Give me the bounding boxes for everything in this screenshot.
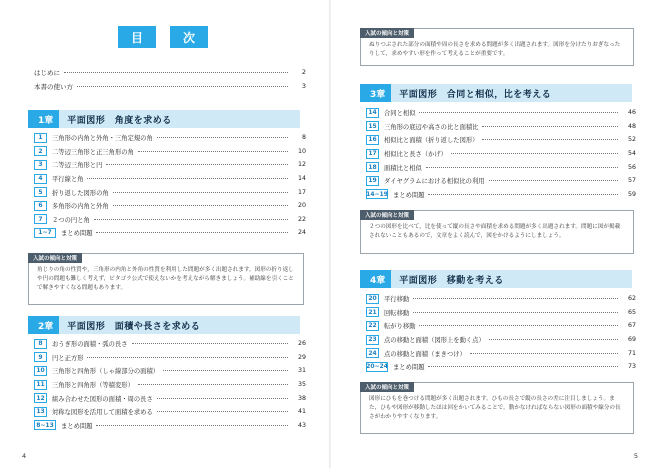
chapter-tag: 4章 <box>364 270 391 288</box>
toc-item[interactable] <box>366 174 636 188</box>
item-page: 57 <box>627 177 636 185</box>
leader-dots <box>163 370 288 371</box>
item-label: 二等辺三角形と円 <box>52 162 103 170</box>
item-page: 59 <box>627 190 636 198</box>
trend-text: ２つの図形を比べて，比を使って縦の長さや面積を求める問題が多く出題されます。問題に図が掲載されないこともあるので，文章をよく読んで，図をかけるようにしましょう。 <box>369 224 621 239</box>
toc-entry-how-to-use[interactable] <box>34 80 306 92</box>
leader-dots <box>132 343 288 344</box>
item-number: 24 <box>366 348 379 358</box>
toc-entry-intro[interactable] <box>34 66 306 78</box>
leader-dots <box>470 353 618 354</box>
item-page: 29 <box>297 353 306 361</box>
leader-dots <box>87 357 288 358</box>
item-page: 52 <box>627 136 636 144</box>
item-number: 19 <box>366 176 379 186</box>
item-number: 16 <box>366 135 379 145</box>
item-label: 平行線と角 <box>52 176 84 184</box>
leader-dots <box>138 151 288 152</box>
toc-item[interactable] <box>34 337 306 351</box>
item-page: 69 <box>627 336 636 344</box>
item-label: まとめ問題 <box>393 364 425 372</box>
item-number: 17 <box>366 149 379 159</box>
item-number: 23 <box>366 335 379 345</box>
item-page: 24 <box>297 229 306 237</box>
trend-label: 入試の傾向と対策 <box>360 28 414 38</box>
leader-dots <box>96 232 288 233</box>
item-page: 71 <box>627 349 636 357</box>
item-label: 三角形の底辺や高さの比と面積比 <box>384 123 479 131</box>
toc-item[interactable] <box>34 199 306 213</box>
chapter-4-header[interactable] <box>360 270 632 288</box>
item-label: まとめ問題 <box>61 230 93 238</box>
leader-dots <box>157 137 288 138</box>
leader-dots <box>428 366 618 367</box>
chapter-3-items <box>366 106 636 201</box>
item-label: 点の移動と面積（図形上を動く点） <box>384 337 485 345</box>
item-page: 48 <box>627 122 636 130</box>
item-page: 62 <box>627 295 636 303</box>
leader-dots <box>426 167 618 168</box>
chapter-1-header[interactable] <box>28 110 300 128</box>
item-label: 対称な図形を活用して面積を求める <box>52 409 153 417</box>
toc-entry-page: 2 <box>301 68 306 76</box>
item-page: 31 <box>297 367 306 375</box>
page-number-left: 4 <box>22 452 27 460</box>
toc-item[interactable] <box>366 319 636 333</box>
item-label: 三角形の内角と外角・三角定規の角 <box>52 135 153 143</box>
item-label: 三角形と四角形（等積変形） <box>52 382 134 390</box>
toc-item[interactable] <box>34 158 306 172</box>
item-page: 8 <box>301 134 306 142</box>
item-label: 点の移動と面積（まきつけ） <box>384 350 466 358</box>
toc-entry-label: 本書の使い方 <box>34 82 73 91</box>
toc-item[interactable] <box>366 360 636 374</box>
item-page: 20 <box>297 202 306 210</box>
item-page: 67 <box>627 322 636 330</box>
item-number: 13 <box>34 407 47 417</box>
trend-label: 入試の傾向と対策 <box>360 210 414 220</box>
item-page: 12 <box>297 161 306 169</box>
leader-dots <box>413 298 618 299</box>
toc-item[interactable] <box>366 160 636 174</box>
item-page: 43 <box>297 421 306 429</box>
toc-entry-label: はじめに <box>34 68 60 77</box>
leader-dots <box>87 178 288 179</box>
chapter-tag: 1章 <box>32 110 59 128</box>
toc-item[interactable] <box>34 405 306 419</box>
item-label: まとめ問題 <box>61 422 93 430</box>
item-number: 12 <box>34 393 47 403</box>
toc-entry-page: 3 <box>301 82 306 90</box>
leader-dots <box>489 180 618 181</box>
item-number: 8~13 <box>34 420 56 430</box>
leader-dots <box>482 126 618 127</box>
item-number: 21 <box>366 307 379 317</box>
toc-item[interactable] <box>34 351 306 365</box>
item-page: 35 <box>297 381 306 389</box>
item-number: 15 <box>366 121 379 131</box>
item-number: 14~19 <box>366 190 388 198</box>
chapter-1-trend-box <box>28 253 304 305</box>
item-label: ２つの円と角 <box>52 216 90 224</box>
item-label: 相似比と面積（折り返した図形） <box>384 137 479 145</box>
leader-dots <box>113 205 288 206</box>
item-label: 転がり移動 <box>384 323 416 331</box>
toc-item[interactable] <box>34 185 306 199</box>
toc-item[interactable] <box>34 419 306 433</box>
item-page: 10 <box>297 147 306 155</box>
item-page: 22 <box>297 215 306 223</box>
chapter-title: 平面図形 移動を考える <box>399 275 504 286</box>
chapter-tag: 3章 <box>364 84 391 102</box>
item-page: 38 <box>297 394 306 402</box>
item-label: おうぎ形の面積・弧の長さ <box>52 341 128 349</box>
item-number: 2 <box>34 146 47 156</box>
item-page: 46 <box>627 109 636 117</box>
item-number: 1~7 <box>34 228 56 238</box>
toc-item[interactable] <box>34 378 306 392</box>
item-number: 9 <box>34 352 47 362</box>
leader-dots <box>77 86 288 87</box>
toc-item[interactable] <box>34 391 306 405</box>
item-label: 三角形と四角形（しゃ線部分の面積） <box>52 368 160 376</box>
item-label: 組み合わせた図形の面積・周の長さ <box>52 395 153 403</box>
leader-dots <box>157 398 288 399</box>
item-label: まとめ問題 <box>393 191 425 199</box>
chapter-title: 平面図形 角度を求める <box>67 115 172 126</box>
toc-item[interactable] <box>366 306 636 320</box>
item-label: 平行移動 <box>384 296 410 304</box>
item-page: 65 <box>627 308 636 316</box>
toc-item[interactable] <box>366 133 636 147</box>
item-page: 14 <box>297 175 306 183</box>
toc-item[interactable] <box>34 145 306 159</box>
chapter-2-items <box>34 337 306 432</box>
item-number: 20~24 <box>366 363 388 371</box>
trend-text: 角じりの角の性質や，三角形の内角と外角の性質を利用した問題が多く出題されます。図形の折り返しや円の問題も難しく考えず，ピタゴラ公式で使えないかを考えながら解きましょう。補助線を引くことで解きやすくなる問題もあります。 <box>37 267 294 291</box>
leader-dots <box>428 194 618 195</box>
item-number: 11 <box>34 380 47 390</box>
chapter-3-header[interactable] <box>360 84 632 102</box>
item-label: 面積比と相似 <box>384 164 422 172</box>
item-label: ダイヤグラムにおける相似比の利用 <box>384 178 485 186</box>
toc-item[interactable] <box>366 120 636 134</box>
item-number: 6 <box>34 201 47 211</box>
item-page: 54 <box>627 150 636 158</box>
item-label: 多角形の内角と外角 <box>52 203 109 211</box>
item-label: 二等辺三角形と正三角形の角 <box>52 148 134 156</box>
item-label: 合同と相似 <box>384 110 416 118</box>
chapter-2-trend-box <box>360 28 634 66</box>
item-number: 5 <box>34 187 47 197</box>
item-number: 10 <box>34 366 47 376</box>
item-number: 1 <box>34 133 47 143</box>
toc-item[interactable] <box>366 106 636 120</box>
item-number: 7 <box>34 214 47 224</box>
item-number: 22 <box>366 321 379 331</box>
toc-heading-char-2: 次 <box>170 26 208 48</box>
chapter-3-trend-box <box>360 210 634 254</box>
toc-item[interactable] <box>366 333 636 347</box>
toc-heading <box>118 26 208 48</box>
leader-dots <box>106 164 288 165</box>
toc-item[interactable] <box>34 213 306 227</box>
chapter-title: 平面図形 合同と相似，比を考える <box>399 89 552 100</box>
item-number: 18 <box>366 162 379 172</box>
item-page: 41 <box>297 408 306 416</box>
toc-item[interactable] <box>34 364 306 378</box>
leader-dots <box>419 325 618 326</box>
toc-item[interactable] <box>34 226 306 240</box>
toc-heading-char-1: 目 <box>118 26 156 48</box>
chapter-tag: 2章 <box>32 316 59 334</box>
toc-item[interactable] <box>366 188 636 202</box>
item-number: 8 <box>34 339 47 349</box>
item-page: 73 <box>627 363 636 371</box>
leader-dots <box>138 384 288 385</box>
leader-dots <box>96 425 288 426</box>
right-page <box>330 0 660 468</box>
leader-dots <box>113 192 288 193</box>
item-page: 56 <box>627 163 636 171</box>
toc-item[interactable] <box>366 346 636 360</box>
item-label: 相似比と長さ（かげ） <box>384 151 447 159</box>
leader-dots <box>419 112 618 113</box>
leader-dots <box>64 72 288 73</box>
toc-item[interactable] <box>34 131 306 145</box>
trend-text: ぬりつぶされた部分の面積や周の長さを求める問題が多く出題されます。図形を分けたりおぎなったりして，求めやすい形を作って考えることが重要です。 <box>369 42 621 57</box>
item-label: 円と正方形 <box>52 354 84 362</box>
item-label: 折り返した図形の角 <box>52 189 109 197</box>
chapter-title: 平面図形 面積や長さを求める <box>67 321 201 332</box>
chapter-1-items <box>34 131 306 240</box>
leader-dots <box>451 153 618 154</box>
leader-dots <box>482 139 618 140</box>
trend-text: 図形にひもを巻つける問題が多く出題されます。ひもの長さで縦の長さの差に注目しましょう。また，ひもや図形が移動したほは回をかいてみることで，動かなければならない図形の面積や線分の長さがわかりやすくなります。 <box>369 396 621 420</box>
toc-item[interactable] <box>366 147 636 161</box>
page-number-right: 5 <box>633 452 638 460</box>
toc-item[interactable] <box>366 292 636 306</box>
item-page: 26 <box>297 340 306 348</box>
trend-label: 入試の傾向と対策 <box>28 253 82 263</box>
item-label: 回転移動 <box>384 309 410 317</box>
leader-dots <box>94 219 288 220</box>
leader-dots <box>413 312 618 313</box>
item-number: 3 <box>34 160 47 170</box>
item-number: 14 <box>366 108 379 118</box>
chapter-2-header[interactable] <box>28 316 300 334</box>
item-number: 20 <box>366 294 379 304</box>
toc-item[interactable] <box>34 172 306 186</box>
leader-dots <box>157 411 288 412</box>
item-page: 17 <box>297 188 306 196</box>
trend-label: 入試の傾向と対策 <box>360 382 414 392</box>
chapter-4-trend-box <box>360 382 634 434</box>
item-number: 4 <box>34 174 47 184</box>
chapter-4-items <box>366 292 636 374</box>
leader-dots <box>489 339 618 340</box>
